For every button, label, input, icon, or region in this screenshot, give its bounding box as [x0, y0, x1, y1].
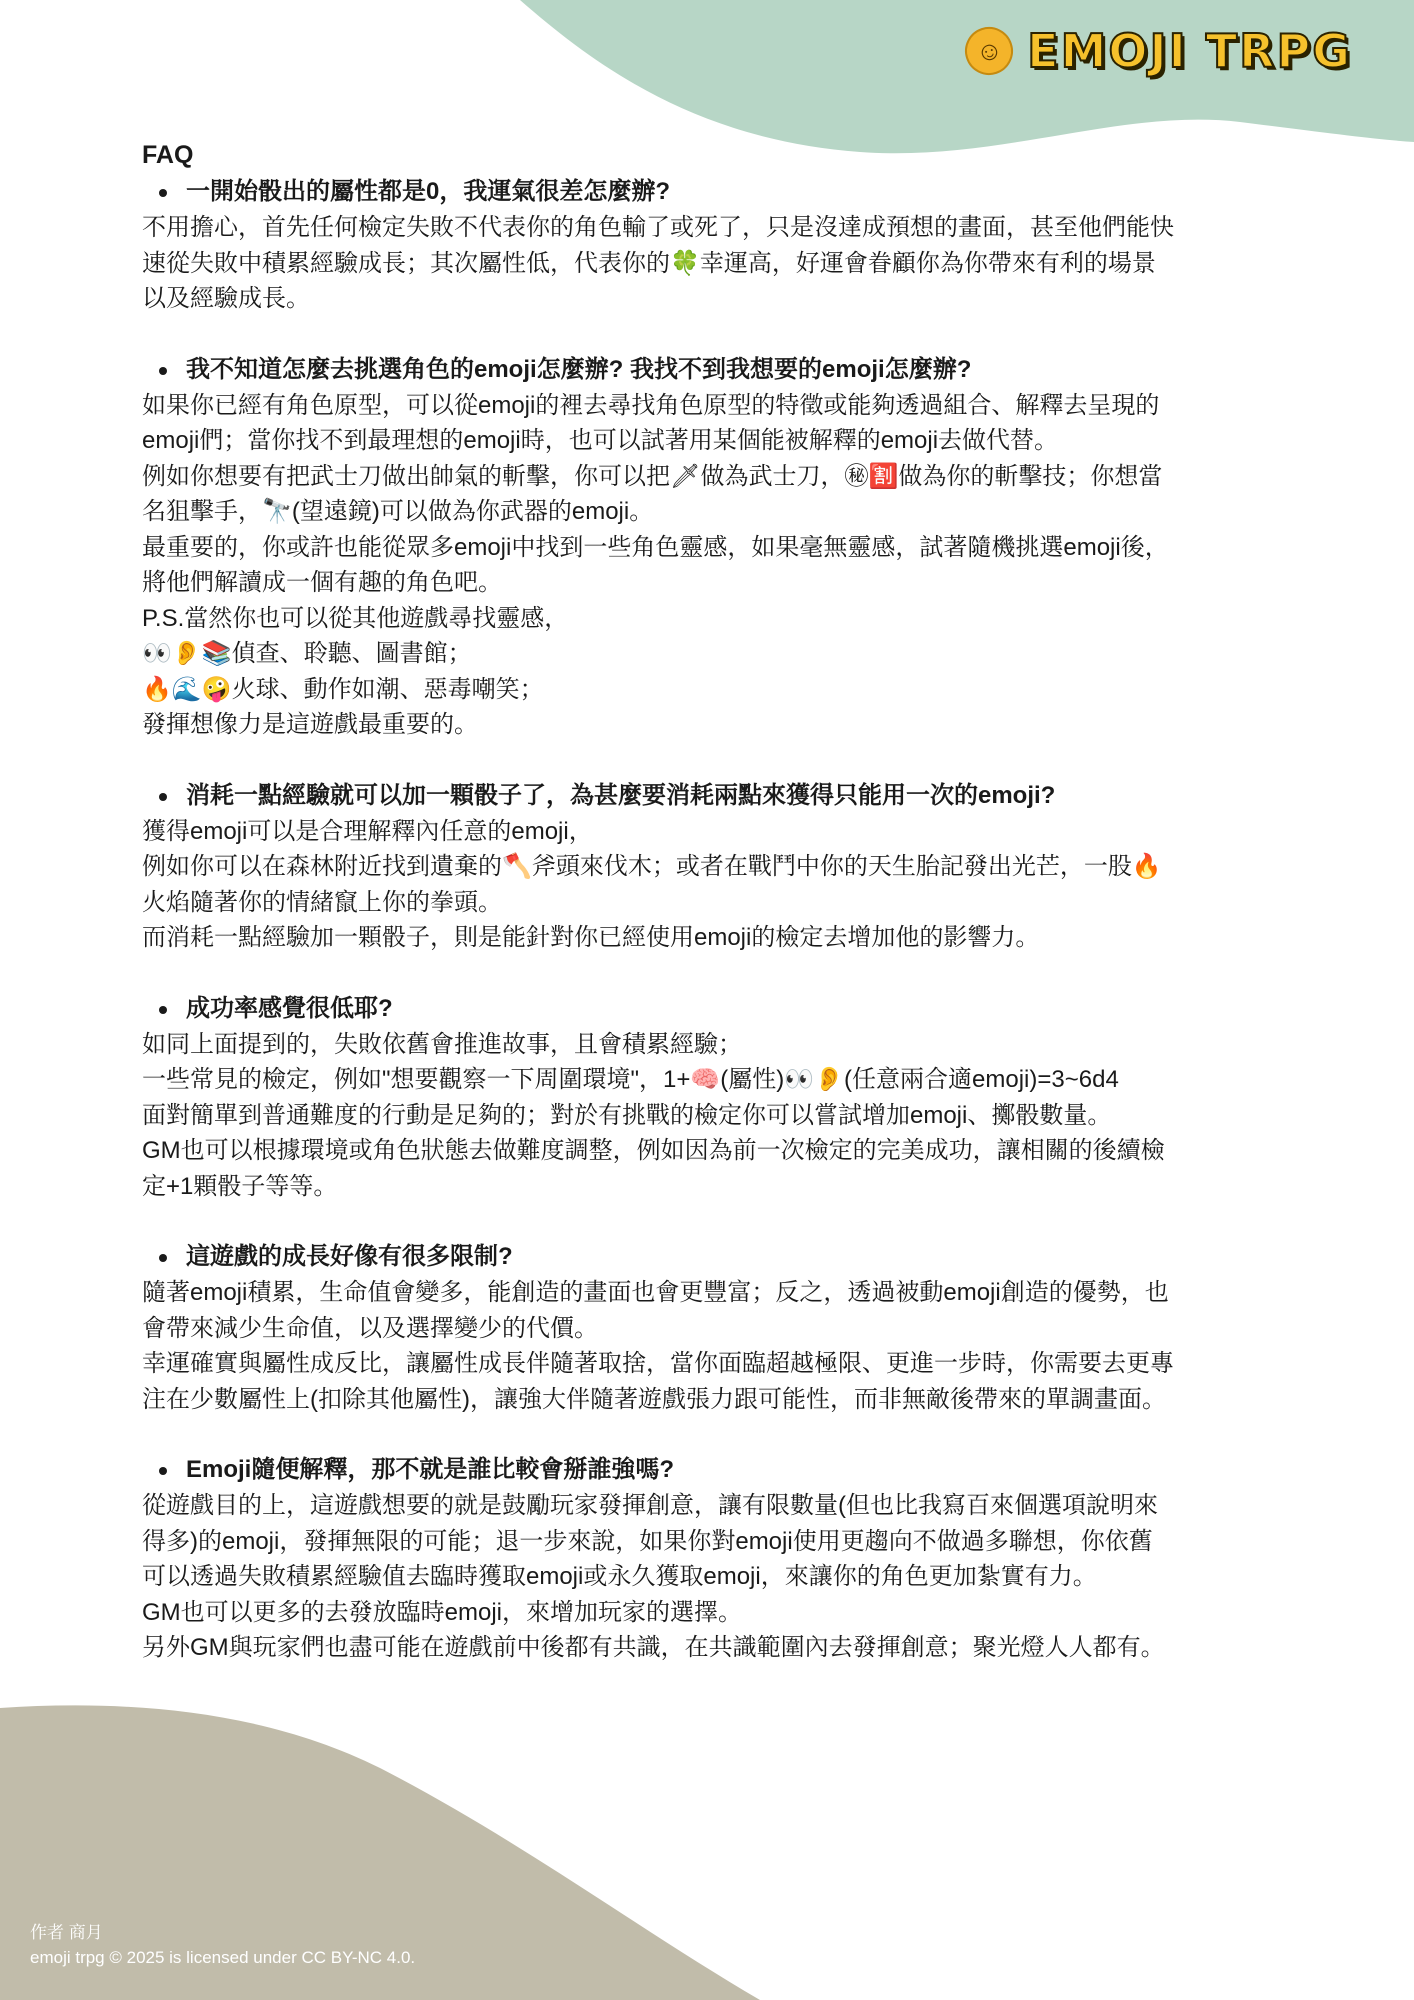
faq-question: 成功率感覺很低耶? [142, 991, 1272, 1027]
faq-answer-line: GM也可以根據環境或角色狀態去做難度調整，例如因為前一次檢定的完美成功，讓相關的後續檢 [142, 1137, 1165, 1164]
footer [30, 1920, 415, 1970]
faq-answer-line: 發揮想像力是這遊戲最重要的。 [142, 711, 478, 738]
faq-section [142, 352, 1272, 743]
faq-answer-line: 獲得emoji可以是合理解釋內任意的emoji， [142, 817, 593, 845]
faq-answer-line: 注在少數屬性上(扣除其他屬性)，讓強大伴隨著遊戲張力跟可能性，而非無敵後帶來的單調畫面。 [142, 1385, 1166, 1413]
faq-answer-line: 定+1顆骰子等等。 [142, 1172, 338, 1200]
faq-content [142, 136, 1272, 1701]
faq-answer-line: 而消耗一點經驗加一顆骰子，則是能針對你已經使用emoji的檢定去增加他的影響力。 [142, 924, 1040, 951]
faq-answer-line: P.S.當然你也可以從其他遊戲尋找靈感， [142, 604, 569, 632]
faq-answer-line: 會帶來減少生命值，以及選擇變少的代價。 [142, 1314, 598, 1342]
faq-answer-line: 得多)的emoji，發揮無限的可能；退一步來說，如果你對emoji使用更趨向不做過多聯想，你依舊 [142, 1527, 1153, 1555]
faq-question: 這遊戲的成長好像有很多限制? [142, 1239, 1272, 1275]
faq-answer-line: 如果你已經有角色原型，可以從emoji的裡去尋找角色原型的特徵或能夠透過組合、解釋去呈現的 [142, 391, 1160, 419]
faq-answer [142, 1488, 1272, 1666]
faq-answer-line: 速從失敗中積累經驗成長；其次屬性低，代表你的🍀幸運高，好運會眷顧你為你帶來有利的場景 [142, 249, 1156, 277]
faq-answer-line: 例如你想要有把武士刀做出帥氣的斬擊，你可以把🗡做為武士刀，㊙🈹做為你的斬擊技；你想當 [142, 462, 1163, 490]
faq-answer-line: 隨著emoji積累，生命值會變多，能創造的畫面也會更豐富；反之，透過被動emoji創造的優勢，也 [142, 1279, 1169, 1306]
faq-section [142, 1452, 1272, 1666]
faq-question: 一開始骰出的屬性都是0，我運氣很差怎麼辦? [142, 174, 1272, 210]
faq-answer-line: 👀👂📚偵查、聆聽、圖書館； [142, 640, 472, 667]
faq-answer-line: 幸運確實與屬性成反比，讓屬性成長伴隨著取捨，當你面臨超越極限、更進一步時，你需要去更專 [142, 1350, 1174, 1377]
faq-answer-line: 最重要的，你或許也能從眾多emoji中找到一些角色靈感，如果毫無靈感，試著隨機挑選emoji後， [142, 533, 1169, 561]
faq-answer [142, 388, 1272, 743]
rolling-on-floor-laughing-icon: ☺ [959, 21, 1019, 81]
faq-section [142, 1239, 1272, 1417]
faq-answer-line: 將他們解讀成一個有趣的角色吧。 [142, 569, 502, 596]
faq-answer-line: 🔥🌊🤪火球、動作如潮、惡毒嘲笑； [142, 675, 544, 703]
faq-section [142, 991, 1272, 1205]
faq-answer-line: 不用擔心，首先任何檢定失敗不代表你的角色輸了或死了，只是沒達成預想的畫面，甚至他們能快 [142, 214, 1174, 241]
faq-answer [142, 1027, 1272, 1205]
faq-answer-line: 名狙擊手，🔭(望遠鏡)可以做為你武器的emoji。 [142, 498, 654, 525]
faq-answer-line: emoji們；當你找不到最理想的emoji時，也可以試著用某個能被解釋的emoji去做代替。 [142, 427, 1059, 454]
faq-answer [142, 210, 1272, 317]
faq-answer-line: GM也可以更多的去發放臨時emoji，來增加玩家的選擇。 [142, 1598, 743, 1626]
footer-license: emoji trpg © 2025 is licensed under CC BY-NC 4.0. [30, 1948, 416, 1967]
faq-answer [142, 1275, 1272, 1417]
faq-answer [142, 814, 1272, 956]
logo-text: EMOJI TRPG [1027, 24, 1352, 78]
footer-author: 作者 商月 [30, 1923, 103, 1942]
faq-answer-line: 從遊戲目的上，這遊戲想要的就是鼓勵玩家發揮創意，讓有限數量(但也比我寫百來個選項說明來 [142, 1492, 1158, 1519]
faq-question: 我不知道怎麼去挑選角色的emoji怎麼辦? 我找不到我想要的emoji怎麼辦? [142, 352, 1272, 388]
emoji-trpg-logo [965, 24, 1352, 78]
faq-answer-line: 例如你可以在森林附近找到遺棄的🪓斧頭來伐木；或者在戰鬥中你的天生胎記發出光芒，一股🔥 [142, 853, 1162, 880]
faq-question: Emoji隨便解釋，那不就是誰比較會掰誰強嗎? [142, 1452, 1272, 1488]
faq-answer-line: 面對簡單到普通難度的行動是足夠的；對於有挑戰的檢定你可以嘗試增加emoji、擲骰數量。 [142, 1101, 1112, 1129]
faq-question: 消耗一點經驗就可以加一顆骰子了，為甚麼要消耗兩點來獲得只能用一次的emoji? [142, 778, 1272, 814]
faq-section [142, 778, 1272, 956]
faq-answer-line: 以及經驗成長。 [142, 285, 310, 312]
faq-sections [142, 174, 1272, 1666]
faq-answer-line: 一些常見的檢定，例如"想要觀察一下周圍環境"，1+🧠(屬性)👀👂(任意兩合適emoji)=3~6d4 [142, 1066, 1119, 1093]
faq-answer-line: 另外GM與玩家們也盡可能在遊戲前中後都有共識，在共識範圍內去發揮創意；聚光燈人人都有。 [142, 1634, 1165, 1661]
faq-answer-line: 火焰隨著你的情緒竄上你的拳頭。 [142, 888, 502, 916]
faq-answer-line: 如同上面提到的，失敗依舊會推進故事，且會積累經驗； [142, 1030, 742, 1058]
faq-section [142, 174, 1272, 317]
faq-title: FAQ [142, 141, 194, 169]
faq-answer-line: 可以透過失敗積累經驗值去臨時獲取emoji或永久獲取emoji，來讓你的角色更加紮實有力。 [142, 1563, 1097, 1590]
